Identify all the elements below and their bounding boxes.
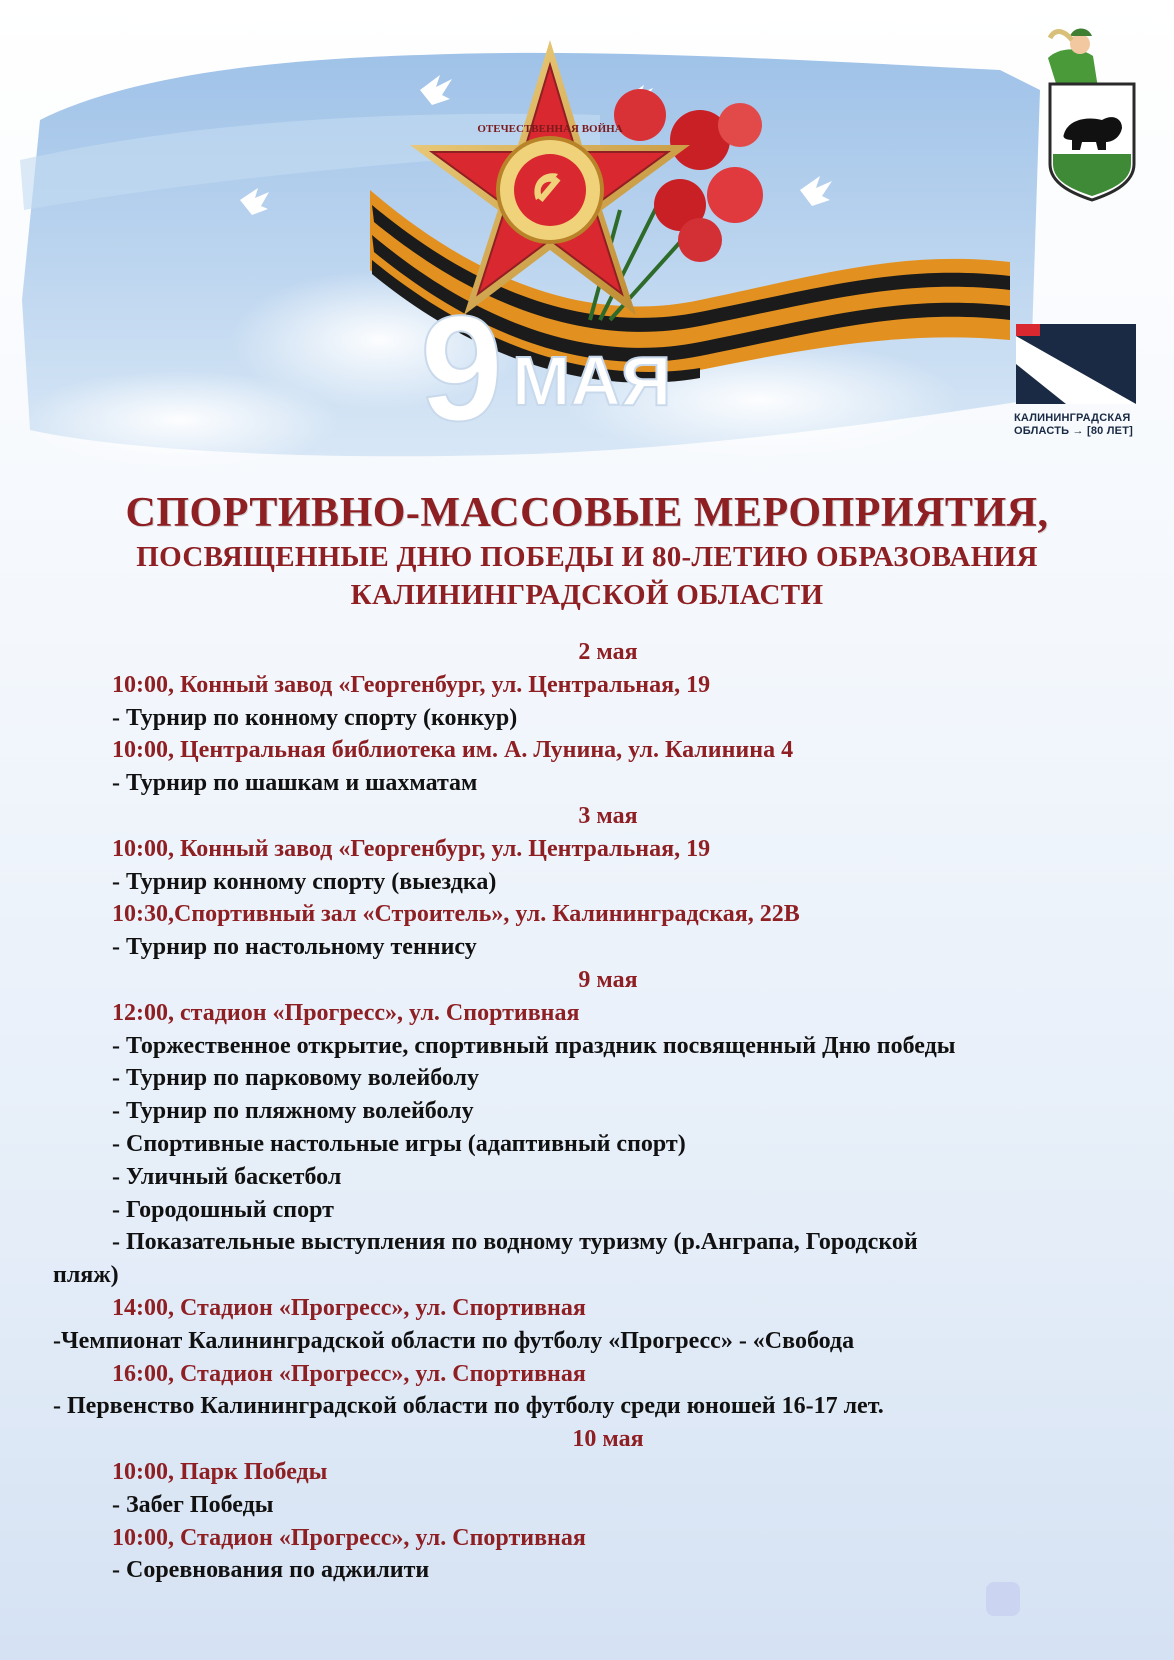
hunter-emblem-icon — [1048, 29, 1098, 91]
event-venue: 10:30,Спортивный зал «Строитель», ул. Калининградская, 22В — [112, 901, 800, 928]
schedule-date: 10 мая — [572, 1426, 644, 1453]
document-title — [0, 488, 1174, 614]
region-logo-line: КАЛИНИНГРАДСКАЯ — [1014, 412, 1131, 424]
event-activity: - Спортивные настольные игры (адаптивный спорт) — [112, 1130, 686, 1157]
event-activity: - Торжественное открытие, спортивный праздник посвященный Дню победы — [112, 1032, 956, 1059]
watermark-icon — [986, 1582, 1020, 1616]
banner-date-number: 9 — [420, 284, 504, 452]
event-activity: - Показательные выступления по водному туризму (р.Анграпа, Городской — [112, 1229, 918, 1256]
event-activity: - Турнир по настольному теннису — [112, 934, 477, 961]
schedule-date: 9 мая — [578, 966, 638, 993]
title-subtitle: КАЛИНИНГРАДСКОЙ ОБЛАСТИ — [350, 579, 824, 611]
kaliningrad-80-logo-icon — [1016, 324, 1136, 404]
event-activity: - Турнир по пляжному волейболу — [112, 1098, 474, 1125]
event-activity: - Уличный баскетбол — [112, 1163, 342, 1190]
event-activity: - Соревнования по аджилити — [112, 1557, 430, 1584]
banner-illustration — [0, 0, 1174, 470]
event-activity: - Первенство Калининградской области по футболу среди юношей 16-17 лет. — [53, 1393, 884, 1420]
title-main: СПОРТИВНО-МАССОВЫЕ МЕРОПРИЯТИЯ, — [125, 490, 1049, 536]
event-venue: 12:00, стадион «Прогресс», ул. Спортивная — [112, 999, 580, 1026]
header-banner — [0, 0, 1174, 470]
medal-ring-text: ОТЕЧЕСТВЕННАЯ ВОЙНА — [477, 123, 623, 135]
event-venue: 10:00, Центральная библиотека им. А. Лунина, ул. Калинина 4 — [112, 737, 794, 764]
title-subtitle: ПОСВЯЩЕННЫЕ ДНЮ ПОБЕДЫ И 80-ЛЕТИЮ ОБРАЗОВАНИЯ — [136, 541, 1038, 573]
event-activity: - Турнир по конному спорту (конкур) — [112, 704, 518, 731]
region-logo-line: ОБЛАСТЬ → [80 ЛЕТ] — [1014, 425, 1133, 437]
event-venue: 10:00, Конный завод «Георгенбург, ул. Центральная, 19 — [112, 671, 711, 698]
schedule-date: 3 мая — [578, 802, 638, 829]
event-activity: - Забег Победы — [112, 1491, 274, 1518]
region-logo-caption — [1014, 412, 1144, 438]
bear-coat-of-arms-icon — [1050, 84, 1134, 200]
event-activity-continuation: пляж) — [53, 1262, 119, 1289]
schedule-date: 2 мая — [578, 639, 638, 665]
event-venue: 10:00, Стадион «Прогресс», ул. Спортивная — [112, 1524, 586, 1551]
event-activity: - Городошный спорт — [112, 1196, 334, 1223]
event-activity: -Чемпионат Калининградской области по футболу «Прогресс» - «Свобода — [53, 1327, 855, 1354]
event-schedule — [0, 636, 1174, 1587]
event-activity: - Турнир конному спорту (выездка) — [112, 868, 497, 895]
event-activity: - Турнир по парковому волейболу — [112, 1065, 480, 1092]
cloud — [20, 370, 340, 470]
event-venue: 10:00, Конный завод «Георгенбург, ул. Центральная, 19 — [112, 835, 711, 862]
banner-date-month: МАЯ — [512, 342, 672, 420]
event-venue: 14:00, Стадион «Прогресс», ул. Спортивная — [112, 1294, 586, 1321]
event-venue: 10:00, Парк Победы — [112, 1458, 328, 1485]
event-venue: 16:00, Стадион «Прогресс», ул. Спортивная — [112, 1360, 586, 1387]
event-activity: - Турнир по шашкам и шахматам — [112, 770, 478, 797]
